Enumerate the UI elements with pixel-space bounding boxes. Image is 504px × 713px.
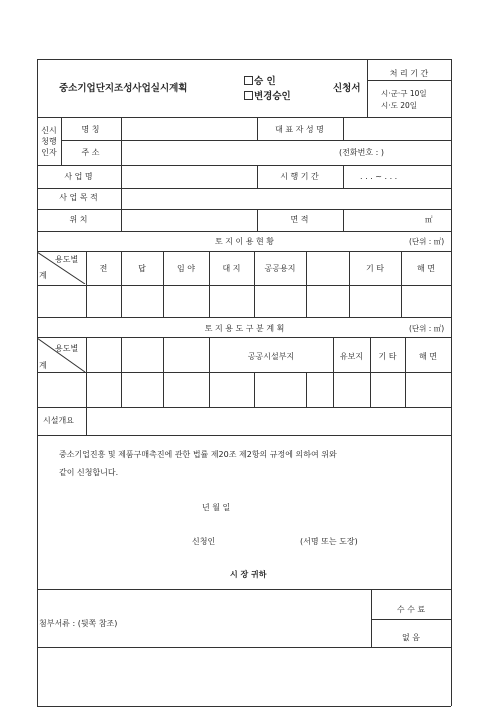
table-rule-horizontal (37, 231, 451, 232)
table-rule-vertical (343, 117, 344, 140)
location-label: 위 치 (69, 215, 88, 224)
table-rule-vertical (451, 59, 452, 706)
table-rule-vertical (367, 59, 368, 117)
representative-field[interactable] (343, 121, 451, 139)
table-rule-vertical (121, 251, 122, 317)
land-use-title: 토 지 이 용 현 황 (214, 237, 275, 246)
table-rule-horizontal (37, 251, 451, 252)
table-rule-vertical (257, 209, 258, 231)
land-plan-col-other: 기 타 (378, 352, 397, 361)
table-rule-horizontal (37, 209, 451, 210)
table-rule-vertical (61, 117, 62, 165)
table-rule-vertical (86, 337, 87, 407)
land-plan-unit: (단위 : ㎡) (409, 324, 445, 333)
area-unit: ㎡ (425, 215, 433, 224)
project-name-label: 사 업 명 (64, 172, 93, 181)
table-rule-horizontal (37, 589, 451, 590)
table-rule-vertical (163, 251, 164, 317)
name-field[interactable] (121, 121, 257, 139)
table-rule-vertical (257, 117, 258, 140)
table-rule-vertical (121, 337, 122, 407)
option-change[interactable]: 변경승인 (244, 91, 291, 102)
table-rule-horizontal (371, 619, 451, 620)
land-use-corner-top: 용도별 (55, 255, 79, 264)
period-label: 시 행 기 간 (280, 172, 319, 181)
approve-checkbox[interactable] (244, 76, 253, 85)
table-rule-vertical (333, 337, 334, 407)
table-rule-horizontal (37, 407, 451, 408)
processing-province: 시·도 20일 (381, 101, 418, 110)
land-plan-col-reserve: 유보지 (339, 352, 364, 361)
representative-label: 대 표 자 성 명 (275, 125, 324, 134)
location-field[interactable] (121, 210, 257, 230)
land-use-col-other: 기 타 (366, 264, 384, 273)
facility-label: 시설개요 (43, 416, 74, 425)
table-rule-horizontal (37, 117, 451, 118)
land-plan-col-sea: 해 면 (419, 352, 437, 361)
form-suffix: 신청서 (333, 83, 361, 94)
address-label: 주 소 (81, 148, 100, 157)
table-rule-horizontal (37, 59, 451, 60)
table-rule-vertical (37, 59, 38, 706)
land-plan-col-public-facility: 공공시설부지 (247, 352, 295, 361)
land-use-col-forest: 임 야 (177, 264, 195, 273)
land-plan-corner-top: 용도별 (55, 344, 79, 353)
table-rule-vertical (405, 337, 406, 407)
table-rule-horizontal (37, 285, 451, 286)
facility-field[interactable] (86, 408, 451, 434)
table-rule-vertical (371, 589, 372, 647)
table-rule-horizontal (37, 372, 451, 373)
land-use-col-paddy: 답 (138, 264, 146, 273)
table-rule-horizontal (61, 140, 451, 141)
table-rule-vertical (163, 337, 164, 407)
land-use-corner-bottom: 계 (39, 271, 47, 280)
land-use-col-dry-field: 전 (99, 264, 108, 273)
area-label: 면 적 (290, 215, 309, 224)
table-rule-horizontal (37, 337, 451, 338)
form-title: 중소기업단지조성사업실시계획 (59, 83, 188, 94)
land-use-col-site: 대 지 (222, 264, 241, 273)
statement-line-1: 중소기업진흥 및 제품구매촉진에 관한 법률 제20조 제2항의 규정에 의하여 위와 (59, 450, 337, 459)
phone-label: (전화번호 : ) (339, 148, 384, 157)
name-label: 명 칭 (81, 125, 100, 134)
land-plan-title: 토 지 용 도 구 분 계 획 (204, 324, 285, 333)
project-name-field[interactable] (121, 167, 257, 187)
table-rule-horizontal (37, 188, 451, 189)
application-date[interactable]: 년 월 일 (202, 503, 231, 512)
table-rule-vertical (254, 251, 255, 317)
table-rule-vertical (121, 117, 122, 231)
table-rule-vertical (209, 337, 210, 407)
table-rule-horizontal (37, 706, 451, 707)
table-rule-horizontal (37, 435, 451, 436)
address-field[interactable] (121, 141, 331, 164)
applicant-group-label: 신시 청행 인자 (41, 126, 57, 157)
land-use-col-sea: 해 면 (417, 264, 435, 273)
fee-value: 없 음 (402, 633, 420, 642)
table-rule-horizontal (37, 647, 451, 648)
table-rule-vertical (349, 251, 350, 317)
table-rule-horizontal (367, 80, 451, 81)
period-value[interactable]: . . . ~ . . . (360, 172, 398, 181)
land-plan-corner-bottom: 계 (39, 361, 47, 370)
table-rule-vertical (86, 251, 87, 317)
table-rule-horizontal (37, 317, 451, 318)
application-form (37, 59, 451, 707)
processing-period-label: 처 리 기 간 (389, 69, 429, 78)
table-rule-vertical (306, 372, 307, 407)
table-rule-vertical (343, 165, 344, 188)
land-use-unit: (단위 : ㎡) (409, 237, 445, 246)
table-rule-vertical (257, 165, 258, 188)
recipient-line: 시 장 귀하 (230, 570, 267, 579)
table-rule-vertical (370, 337, 371, 407)
table-rule-vertical (306, 251, 307, 317)
signature-or-seal-label[interactable]: (서명 또는 도장) (300, 537, 358, 546)
purpose-label: 사 업 목 적 (59, 193, 98, 202)
fee-label: 수 수 료 (396, 605, 426, 614)
option-approve[interactable]: 승 인 (244, 76, 276, 87)
table-rule-vertical (343, 209, 344, 231)
change-checkbox[interactable] (244, 91, 253, 100)
table-rule-vertical (401, 251, 402, 317)
statement-line-2: 같이 신청합니다. (59, 468, 119, 477)
attachments-label: 첨부서류 : (뒷쪽 참조) (39, 619, 118, 628)
processing-city: 시·군·구 10일 (381, 89, 427, 98)
land-use-col-public: 공공용지 (264, 264, 296, 273)
table-rule-vertical (209, 251, 210, 317)
table-rule-vertical (86, 407, 87, 435)
applicant-signature-label: 신청인 (192, 537, 216, 546)
purpose-field[interactable] (121, 189, 451, 209)
table-rule-horizontal (37, 165, 451, 166)
land-use-total-field[interactable] (38, 286, 85, 316)
table-rule-vertical (254, 372, 255, 407)
